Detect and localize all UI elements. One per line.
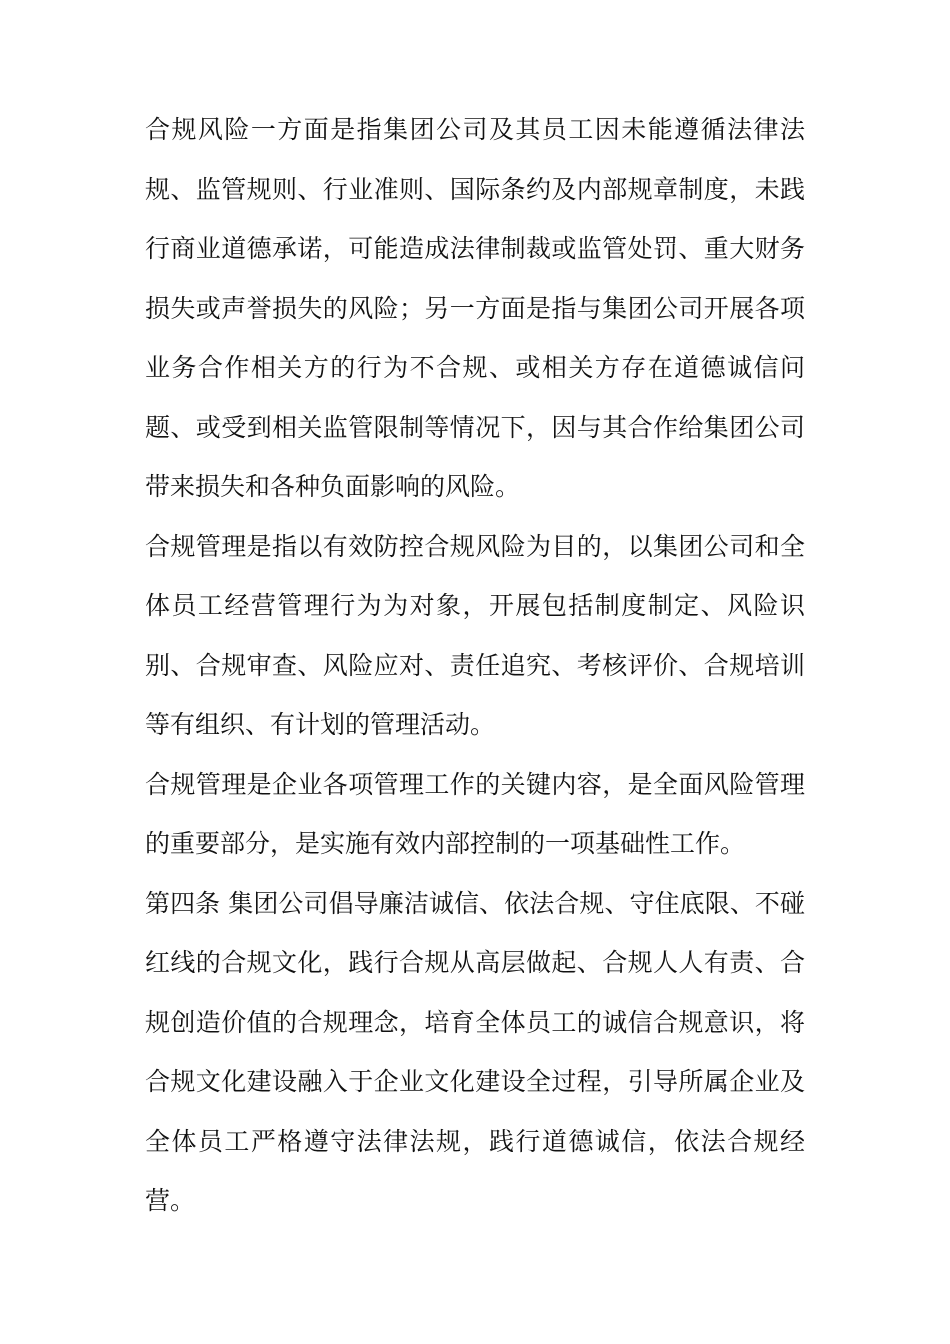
paragraph-article-four: 第四条 集团公司倡导廉洁诚信、依法合规、守住底限、不碰红线的合规文化，践行合规从高层做起、合规人人有责、合规创造价值的合规理念，培育全体员工的诚信合规意识，将合规文化建设融入于企业文化建设全过程，引导所属企业及全体员工严格遵守法律法规，践行道德诚信，依法合规经营。	[145, 888, 805, 1215]
paragraph-compliance-management-importance: 合规管理是企业各项管理工作的关键内容，是全面风险管理的重要部分，是实施有效内部控制的一项基础性工作。	[145, 769, 805, 858]
paragraph-compliance-risk-definition: 合规风险一方面是指集团公司及其员工因未能遵循法律法规、监管规则、行业准则、国际条约及内部规章制度，未践行商业道德承诺，可能造成法律制裁或监管处罚、重大财务损失或声誉损失的风险；另一方面是指与集团公司开展各项业务合作相关方的行为不合规、或相关方存在道德诚信问题、或受到相关监管限制等情况下，因与其合作给集团公司带来损失和各种负面影响的风险。	[145, 115, 805, 501]
paragraph-compliance-management-definition: 合规管理是指以有效防控合规风险为目的，以集团公司和全体员工经营管理行为为对象，开展包括制度制定、风险识别、合规审查、风险应对、责任追究、考核评价、合规培训等有组织、有计划的管理活动。	[145, 531, 805, 739]
document-body	[145, 100, 805, 1231]
